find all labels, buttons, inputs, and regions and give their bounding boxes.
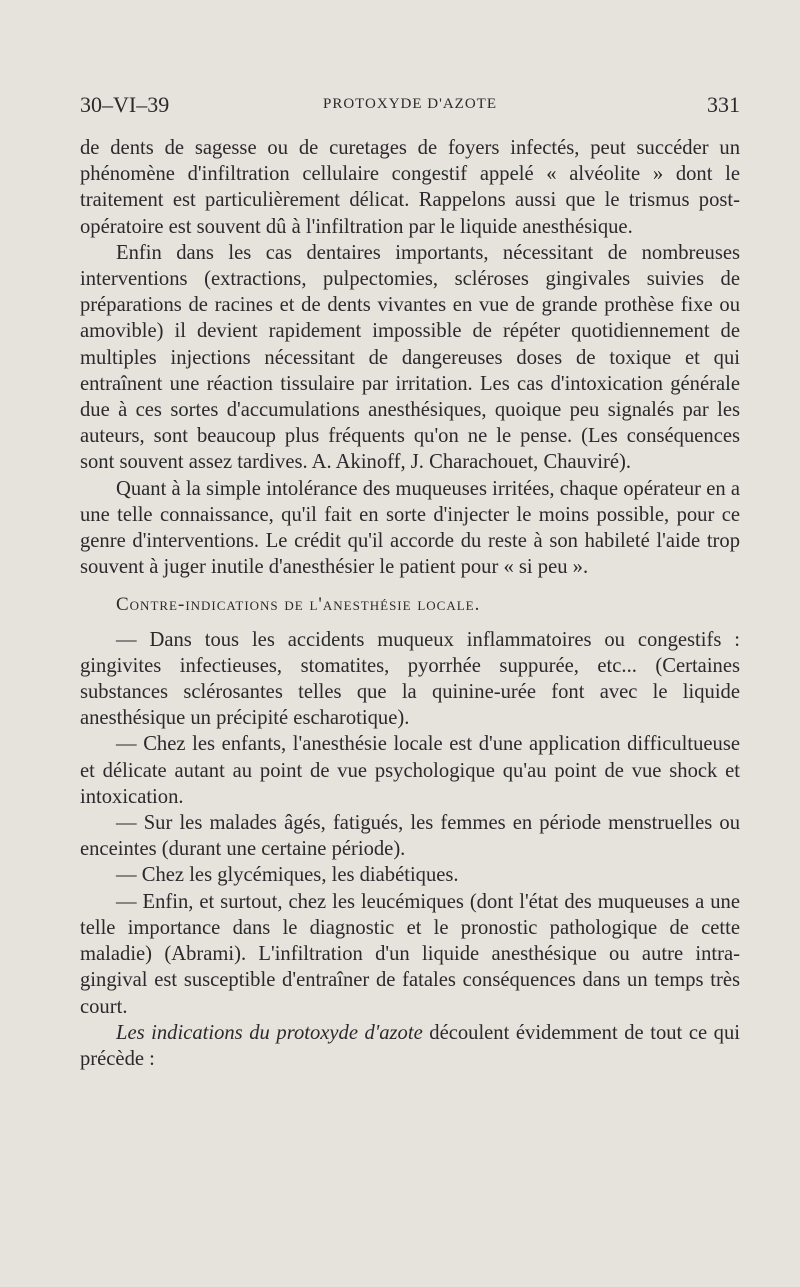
header-title: PROTOXYDE D'AZOTE (322, 96, 497, 112)
contraindication-item: — Sur les malades âgés, fatigués, les femmes en période menstruelles ou enceintes (durant une certaine période). (80, 812, 740, 861)
section-heading: Contre-indications de l'anesthésie locale. (116, 594, 481, 616)
closing-paragraph (80, 1020, 740, 1072)
contraindication-item: — Chez les enfants, l'anesthésie locale est d'une application difficultueuse et délicate autant au point de vue psychologique qu'au point de vue shock et intoxication. (80, 733, 740, 808)
page-body (80, 135, 740, 1072)
contraindication-item: — Chez les glycémiques, les diabétiques. (116, 864, 459, 887)
contraindication-item: — Dans tous les accidents muqueux inflammatoires ou congestifs : gingivites infectieuses, stomatites, pyorrhée suppurée, etc... (Certaines substances sclérosantes telles que la quinine-urée font avec le liquide anesthésique un précipité escharotique). (80, 628, 740, 730)
running-header (80, 92, 740, 122)
paragraph-continuation: de dents de sagesse ou de curetages de foyers infectés, peut succéder un phénomène d'infiltration cellulaire congestif appelé « alvéolite » dont le traitement est particulièrement délicat. Rappelons aussi que le trismus post-opératoire est souvent dû à l'infiltration par le liquide anesthésique. (80, 137, 740, 238)
paragraph: Enfin dans les cas dentaires importants, nécessitant de nombreuses interventions (extractions, pulpectomies, scléroses gingivales suivies de préparations de racines et de dents vivantes en vue de grande prothèse fixe ou amovible) il devient rapidement impossible de répéter quotidiennement de multiples injections nécessitant de dangereuses doses de toxique et qui entraînent une réaction tissulaire par irritation. Les cas d'intoxication générale due à ces sortes d'accumulations anesthésiques, quoique peu signalés par les auteurs, sont beaucoup plus fréquents qu'on ne le pense. (Les conséquences sont souvent assez tardives. A. Akinoff, J. Charachouet, Chauviré). (80, 241, 740, 474)
paragraph: Quant à la simple intolérance des muqueuses irritées, chaque opérateur en a une telle connaissance, qu'il fait en sorte d'injecter le moins possible, pour ce genre d'interventions. Le crédit qu'il accorde du reste à son habileté l'aide trop souvent à juger inutile d'anesthésier le patient pour « si peu ». (80, 477, 740, 579)
closing-italic: Les indications du protoxyde d'azote (116, 1021, 423, 1044)
closing-rest: découlent évidemment de tout ce qui précède : (80, 1021, 740, 1070)
page-number: 331 (707, 92, 740, 117)
contraindication-item: — Enfin, et surtout, chez les leucémiques (dont l'état des muqueuses a une telle importance dans le diagnostic et le pronostic pathologique de cette maladie) (Abrami). L'infiltration d'un liquide anesthésique ou autre intra-gingival est susceptible d'entraîner de fatales conséquences dans un temps très court. (80, 890, 740, 1018)
header-date: 30–VI–39 (80, 92, 170, 117)
